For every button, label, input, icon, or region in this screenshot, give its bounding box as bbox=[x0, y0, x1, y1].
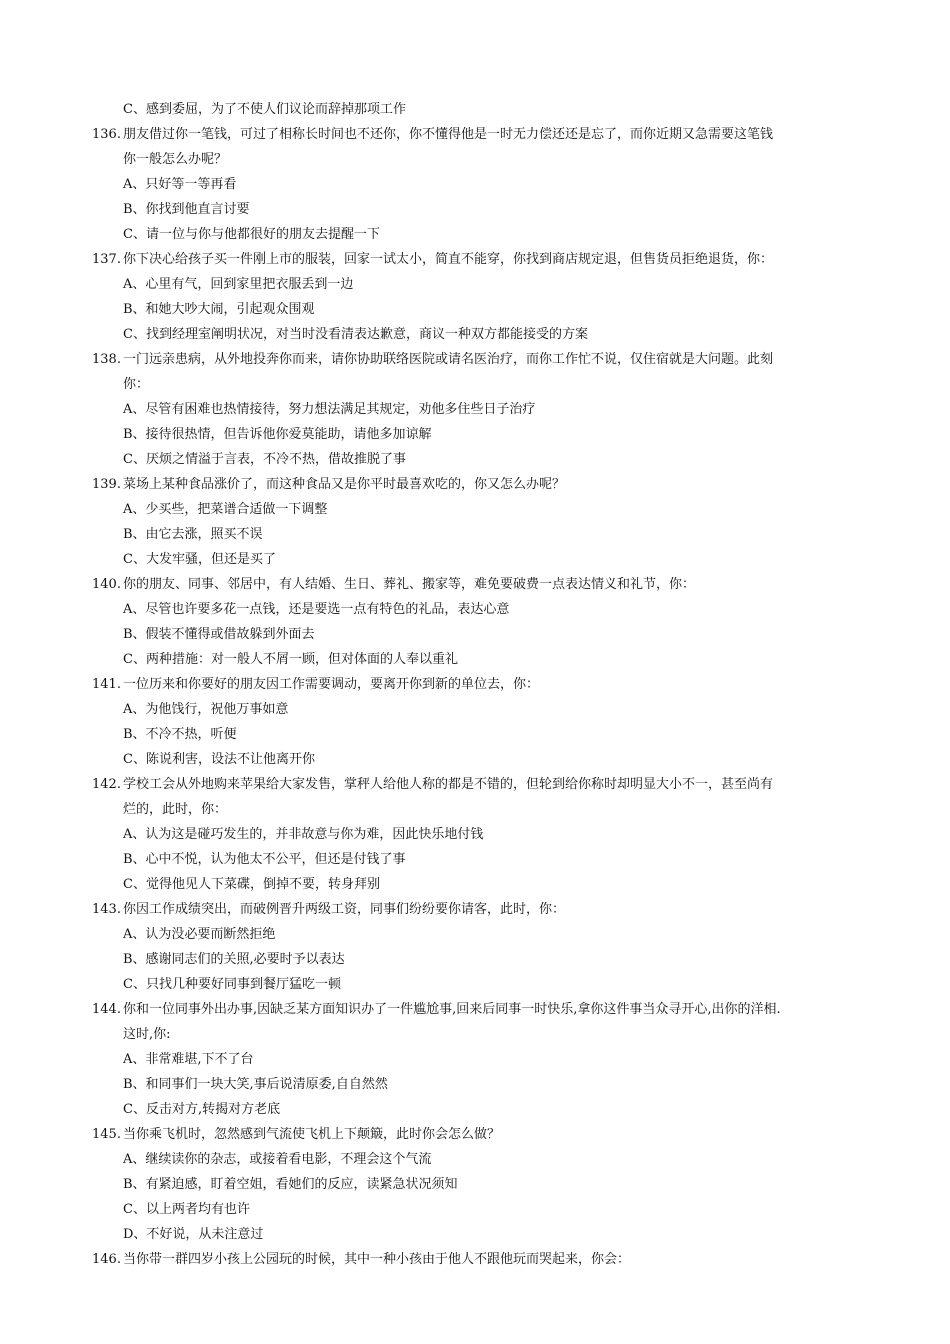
question-number: 136. bbox=[92, 127, 121, 142]
answer-option: A、尽管有困难也热情接待，努力想法满足其规定，劝他多住些日子治疗 bbox=[123, 402, 536, 417]
question-text: 你的朋友、同事、邻居中，有人结婚、生日、葬礼、搬家等，难免要破费一点表达情义和礼节，你： bbox=[123, 577, 696, 592]
answer-option: C、两种措施：对一般人不屑一顾，但对体面的人奉以重礼 bbox=[123, 652, 458, 667]
answer-option: A、继续读你的杂志，或接着看电影，不理会这个气流 bbox=[123, 1152, 432, 1167]
question-continuation: 这时,你: bbox=[123, 1027, 171, 1042]
question-number: 144. bbox=[92, 1002, 121, 1017]
answer-option: B、和同事们一块大笑,事后说清原委,自自然然 bbox=[123, 1077, 388, 1092]
question-text: 你因工作成绩突出，而破例晋升两级工资，同事们纷纷要你请客，此时，你： bbox=[123, 902, 566, 917]
answer-option: C、厌烦之情溢于言表，不冷不热，借故推脱了事 bbox=[123, 452, 406, 467]
answer-option: C、感到委屈，为了不使人们议论而辞掉那项工作 bbox=[123, 102, 406, 117]
answer-option: B、心中不悦，认为他太不公平，但还是付钱了事 bbox=[123, 852, 406, 867]
question-line bbox=[0, 472, 950, 497]
question-text: 你和一位同事外出办事,因缺乏某方面知识办了一件尴尬事,回来后同事一时快乐,拿你这件事当众寻开心,出你的洋相. bbox=[123, 1002, 781, 1017]
answer-option: A、心里有气，回到家里把衣服丢到一边 bbox=[123, 277, 354, 292]
question-number: 138. bbox=[92, 352, 121, 367]
answer-option: C、反击对方,转揭对方老底 bbox=[123, 1102, 281, 1117]
answer-option: A、只好等一等再看 bbox=[123, 177, 237, 192]
question-line bbox=[0, 772, 950, 797]
answer-option: B、不冷不热，听便 bbox=[123, 727, 237, 742]
answer-option: A、少买些，把菜谱合适做一下调整 bbox=[123, 502, 328, 517]
question-text: 当你乘飞机时，忽然感到气流使飞机上下颠簸，此时你会怎么做？ bbox=[123, 1127, 501, 1142]
question-continuation: 你一般怎么办呢？ bbox=[123, 152, 228, 167]
answer-option: B、接待很热情，但告诉他你爱莫能助，请他多加谅解 bbox=[123, 427, 432, 442]
question-number: 137. bbox=[92, 252, 121, 267]
question-text: 朋友借过你一笔钱，可过了相称长时间也不还你，你不懂得他是一时无力偿还还是忘了，而你近期又急需要这笔钱 bbox=[123, 127, 774, 142]
question-number: 140. bbox=[92, 577, 121, 592]
question-line bbox=[0, 672, 950, 697]
answer-option: A、认为没必要而断然拒绝 bbox=[123, 927, 276, 942]
answer-option: C、觉得他见人下菜碟，倒掉不要，转身拜别 bbox=[123, 877, 380, 892]
answer-option: C、陈说利害，设法不让他离开你 bbox=[123, 752, 315, 767]
question-text: 学校工会从外地购来苹果给大家发售，掌秤人给他人称的都是不错的，但轮到给你称时却明显大小不一，甚至尚有 bbox=[123, 777, 774, 792]
question-continuation: 烂的，此时，你： bbox=[123, 802, 228, 817]
answer-option: A、非常难堪,下不了台 bbox=[123, 1052, 254, 1067]
question-number: 139. bbox=[92, 477, 121, 492]
answer-option: B、感谢同志们的关照,必要时予以表达 bbox=[123, 952, 345, 967]
answer-option: C、大发牢骚，但还是买了 bbox=[123, 552, 276, 567]
question-line bbox=[0, 897, 950, 922]
answer-option: C、请一位与你与他都很好的朋友去提醒一下 bbox=[123, 227, 380, 242]
answer-option: D、不好说，从未注意过 bbox=[123, 1227, 264, 1242]
question-text: 你下决心给孩子买一件刚上市的服装，回家一试太小，简直不能穿，你找到商店规定退，但售货员拒绝退货，你： bbox=[123, 252, 774, 267]
question-text: 菜场上某种食品涨价了，而这种食品又是你平时最喜欢吃的，你又怎么办呢？ bbox=[123, 477, 566, 492]
answer-option: A、认为这是碰巧发生的，并非故意与你为难，因此快乐地付钱 bbox=[123, 827, 484, 842]
question-line bbox=[0, 1247, 950, 1272]
question-text: 一位历来和你要好的朋友因工作需要调动，要离开你到新的单位去，你： bbox=[123, 677, 540, 692]
document-page bbox=[0, 97, 950, 1272]
answer-option: A、为他饯行，祝他万事如意 bbox=[123, 702, 289, 717]
answer-option: B、假装不懂得或借故躲到外面去 bbox=[123, 627, 315, 642]
answer-option: A、尽管也许要多花一点钱，还是要选一点有特色的礼品，表达心意 bbox=[123, 602, 510, 617]
answer-option: C、以上两者均有也许 bbox=[123, 1202, 250, 1217]
question-number: 143. bbox=[92, 902, 121, 917]
answer-option: B、你找到他直言讨要 bbox=[123, 202, 250, 217]
question-number: 141. bbox=[92, 677, 121, 692]
question-line bbox=[0, 347, 950, 372]
question-text: 一门远亲患病，从外地投奔你而来，请你协助联络医院或请名医治疗，而你工作忙不说，仅住宿就是大问题。此刻 bbox=[123, 352, 774, 367]
question-line bbox=[0, 572, 950, 597]
question-number: 146. bbox=[92, 1252, 121, 1267]
question-line bbox=[0, 247, 950, 272]
question-line bbox=[0, 1122, 950, 1147]
answer-option: C、找到经理室阐明状况，对当时没看清表达歉意，商议一种双方都能接受的方案 bbox=[123, 327, 588, 342]
question-text: 当你带一群四岁小孩上公园玩的时候，其中一种小孩由于他人不跟他玩而哭起来，你会： bbox=[123, 1252, 631, 1267]
answer-option: B、有紧迫感，盯着空姐，看她们的反应，读紧急状况须知 bbox=[123, 1177, 458, 1192]
answer-option: B、和她大吵大闹，引起观众围观 bbox=[123, 302, 315, 317]
answer-option: B、由它去涨，照买不误 bbox=[123, 527, 263, 542]
answer-option: C、只找几种要好同事到餐厅猛吃一顿 bbox=[123, 977, 341, 992]
question-line bbox=[0, 997, 950, 1022]
question-number: 142. bbox=[92, 777, 121, 792]
question-continuation: 你： bbox=[123, 377, 150, 392]
question-line bbox=[0, 122, 950, 147]
question-number: 145. bbox=[92, 1127, 121, 1142]
